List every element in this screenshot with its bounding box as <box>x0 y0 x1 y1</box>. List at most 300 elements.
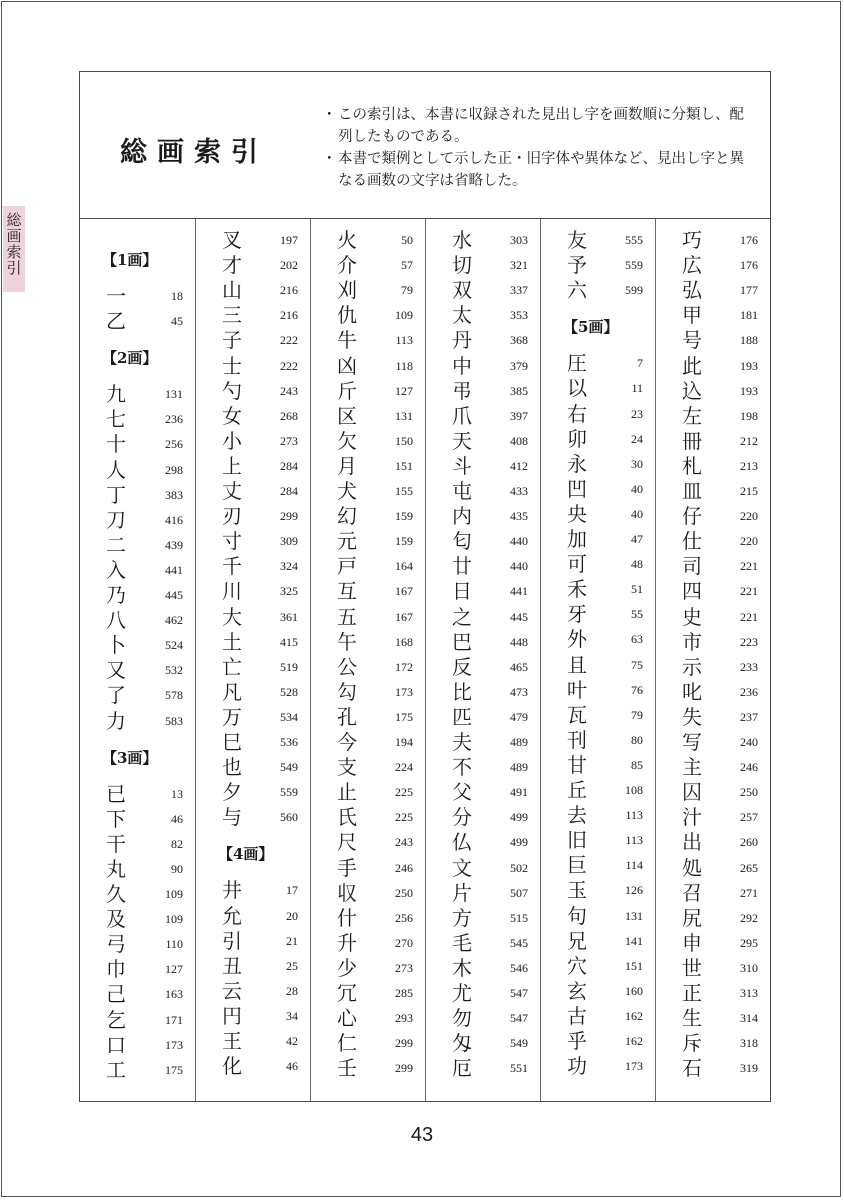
index-entry <box>311 956 425 981</box>
entry-page-number: 21 <box>286 933 298 948</box>
index-entry <box>426 730 540 755</box>
entry-page-number: 599 <box>625 283 643 298</box>
entry-page-number: 256 <box>395 910 413 925</box>
entry-page-number: 415 <box>280 634 298 649</box>
entry-character: 八 <box>106 608 126 633</box>
index-entry <box>656 730 770 755</box>
entry-page-number: 412 <box>510 458 528 473</box>
entry-page-number: 319 <box>740 1061 758 1076</box>
index-entry <box>196 379 310 404</box>
entry-character: 正 <box>682 981 702 1005</box>
entry-character: 介 <box>337 253 357 278</box>
entry-character: 匹 <box>452 704 472 729</box>
entry-character: 升 <box>337 930 357 955</box>
entry-page-number: 507 <box>510 885 528 900</box>
index-entry <box>656 529 770 554</box>
entry-page-number: 25 <box>286 958 298 973</box>
entry-page-number: 325 <box>280 584 298 599</box>
entry-page-number: 285 <box>395 986 413 1000</box>
index-entry <box>196 278 310 303</box>
entry-character: 乙 <box>106 309 126 334</box>
entry-character: 日 <box>452 579 472 604</box>
entry-character: 廿 <box>452 554 472 579</box>
entry-page-number: 310 <box>740 960 758 975</box>
entry-page-number: 491 <box>510 785 528 800</box>
entry-character: 卜 <box>106 633 126 658</box>
entry-character: 上 <box>222 453 242 478</box>
index-entry <box>311 1031 425 1056</box>
entry-character: 史 <box>682 604 702 629</box>
index-entry <box>80 709 195 734</box>
entry-page-number: 221 <box>740 609 758 624</box>
entry-page-number: 555 <box>625 233 643 247</box>
entry-character: 公 <box>337 654 357 679</box>
entry-character: 戸 <box>337 554 357 579</box>
entry-page-number: 318 <box>740 1036 758 1051</box>
entry-character: 反 <box>452 654 472 679</box>
entry-character: 工 <box>106 1057 126 1082</box>
index-entry <box>196 878 310 903</box>
index-entry <box>80 932 195 957</box>
entry-page-number: 462 <box>165 613 183 628</box>
entry-character: 四 <box>682 579 702 604</box>
entry-character: 右 <box>567 401 587 426</box>
entry-character: 壬 <box>337 1056 357 1081</box>
index-entry <box>426 680 540 705</box>
entry-character: 久 <box>106 882 126 906</box>
entry-page-number: 257 <box>740 810 758 825</box>
index-header <box>80 72 770 219</box>
index-entry <box>541 929 655 954</box>
entry-page-number: 85 <box>631 757 643 772</box>
entry-character: 止 <box>337 780 357 805</box>
index-entry <box>426 805 540 830</box>
entry-character: 分 <box>452 805 472 830</box>
index-entry <box>426 454 540 479</box>
entry-page-number: 549 <box>510 1036 528 1051</box>
index-entry <box>196 303 310 328</box>
index-entry <box>541 577 655 602</box>
entry-page-number: 268 <box>280 408 298 423</box>
index-entry <box>311 1006 425 1031</box>
index-entry <box>541 878 655 903</box>
index-entry <box>426 931 540 956</box>
entry-character: 夕 <box>222 780 242 805</box>
index-entry <box>426 554 540 579</box>
note-item: ・ この索引は、本書に収録された見出し字を画数順に分類し、配列したものである。 <box>324 104 756 148</box>
index-entry <box>80 807 195 832</box>
index-entry <box>541 452 655 477</box>
side-tab-label: 総画索引 <box>4 212 23 276</box>
entry-character: 欠 <box>337 428 357 453</box>
entry-character: 二 <box>106 532 126 557</box>
entry-character: 司 <box>682 554 702 579</box>
entry-page-number: 441 <box>165 562 183 577</box>
index-entry <box>541 828 655 853</box>
entry-character: 云 <box>222 978 242 1003</box>
entry-page-number: 246 <box>740 760 758 775</box>
index-entry <box>426 981 540 1006</box>
entry-character: 斤 <box>337 378 357 403</box>
index-entry <box>541 753 655 778</box>
entry-page-number: 46 <box>171 811 183 826</box>
index-entry <box>541 1004 655 1029</box>
index-entry <box>80 782 195 807</box>
note-item: ・ 本書で類例として示した正・旧字体や異体など、見出し字と異なる画数の文字は省略した。 <box>324 148 756 192</box>
entry-character: 千 <box>222 554 242 579</box>
entry-character: 丘 <box>567 778 587 802</box>
entry-character: 予 <box>567 253 587 278</box>
entry-character: 己 <box>106 982 126 1007</box>
index-entry <box>541 703 655 728</box>
entry-page-number: 271 <box>740 885 758 900</box>
entry-character: 弓 <box>106 932 126 957</box>
entry-page-number: 536 <box>280 735 298 749</box>
entry-page-number: 80 <box>631 732 643 747</box>
index-entry <box>80 583 195 608</box>
entry-page-number: 23 <box>631 406 643 421</box>
entry-character: 什 <box>337 905 357 930</box>
entry-character: 央 <box>567 501 587 526</box>
entry-character: 主 <box>682 755 702 780</box>
index-entry <box>311 228 425 253</box>
entry-page-number: 109 <box>395 308 413 323</box>
index-entry <box>196 529 310 554</box>
entry-page-number: 212 <box>740 433 758 448</box>
index-entry <box>311 579 425 604</box>
notes-list <box>324 104 756 192</box>
index-entry <box>196 630 310 655</box>
index-entry <box>541 502 655 527</box>
entry-page-number: 250 <box>740 785 758 800</box>
entry-character: 干 <box>106 831 126 856</box>
index-entry <box>311 856 425 881</box>
entry-page-number: 489 <box>510 760 528 775</box>
entry-character: 出 <box>682 830 702 855</box>
index-entry <box>80 832 195 857</box>
index-entry <box>311 253 425 278</box>
entry-character: 兄 <box>567 928 587 953</box>
index-entry <box>80 633 195 658</box>
entry-character: 切 <box>452 253 472 278</box>
entry-page-number: 176 <box>740 233 758 247</box>
entry-character: 口 <box>106 1032 126 1057</box>
entry-character: 片 <box>452 880 472 905</box>
entry-character: 引 <box>222 928 242 953</box>
index-entry <box>80 882 195 907</box>
entry-page-number: 515 <box>510 910 528 925</box>
entry-page-number: 243 <box>395 835 413 850</box>
entry-character: 尻 <box>682 905 702 930</box>
entry-page-number: 193 <box>740 358 758 373</box>
entry-character: 夫 <box>452 730 472 754</box>
index-entry <box>426 579 540 604</box>
entry-character: 允 <box>222 903 242 928</box>
entry-character: 下 <box>106 806 126 831</box>
entry-page-number: 445 <box>165 588 183 602</box>
entry-page-number: 559 <box>280 785 298 800</box>
index-entry <box>311 805 425 830</box>
entry-character: 冊 <box>682 428 702 453</box>
entry-character: 之 <box>452 604 472 629</box>
entry-character: 左 <box>682 403 702 428</box>
index-entry <box>80 407 195 432</box>
index-entry <box>656 404 770 429</box>
index-entry <box>541 1054 655 1079</box>
index-entry <box>656 278 770 303</box>
entry-character: 犬 <box>337 479 357 503</box>
index-entry <box>311 404 425 429</box>
entry-page-number: 298 <box>165 462 183 477</box>
index-entry <box>541 954 655 979</box>
index-entry <box>656 956 770 981</box>
entry-character: 又 <box>106 658 126 683</box>
entry-character: 可 <box>567 552 587 577</box>
entry-page-number: 222 <box>280 333 298 348</box>
entry-page-number: 17 <box>286 883 298 898</box>
entry-character: 丑 <box>222 953 242 978</box>
entry-page-number: 82 <box>171 836 183 851</box>
entry-character: 了 <box>106 683 126 708</box>
index-entry <box>80 683 195 708</box>
index-entry <box>541 653 655 678</box>
entry-page-number: 445 <box>510 609 528 624</box>
entry-page-number: 528 <box>280 684 298 699</box>
entry-character: 仇 <box>337 303 357 328</box>
entry-page-number: 126 <box>625 883 643 898</box>
entry-character: 化 <box>222 1054 242 1079</box>
index-entry <box>656 1006 770 1031</box>
entry-character: 広 <box>682 253 702 278</box>
entry-character: 井 <box>222 878 242 903</box>
entry-character: 木 <box>452 955 472 980</box>
entry-character: 凹 <box>567 476 587 501</box>
entry-character: 牛 <box>337 328 357 353</box>
entry-character: 土 <box>222 629 242 654</box>
entry-page-number: 284 <box>280 484 298 498</box>
index-entry <box>656 1056 770 1081</box>
entry-page-number: 265 <box>740 860 758 875</box>
index-entry <box>656 680 770 705</box>
entry-page-number: 397 <box>510 408 528 423</box>
entry-page-number: 546 <box>510 960 528 975</box>
index-entry <box>426 379 540 404</box>
index-entry <box>426 705 540 730</box>
index-entry <box>311 630 425 655</box>
entry-character: 子 <box>222 328 242 353</box>
entry-character: 幻 <box>337 504 357 529</box>
entry-page-number: 560 <box>280 810 298 825</box>
entry-page-number: 321 <box>510 258 528 273</box>
entry-character: 玉 <box>567 878 587 903</box>
index-entry <box>541 627 655 652</box>
index-entry <box>196 554 310 579</box>
entry-character: 屯 <box>452 479 472 503</box>
index-entry <box>656 755 770 780</box>
entry-page-number: 173 <box>165 1037 183 1052</box>
index-entry <box>196 404 310 429</box>
entry-page-number: 164 <box>395 559 413 574</box>
index-entry <box>426 755 540 780</box>
entry-character: 及 <box>106 907 126 932</box>
entry-character: 友 <box>567 228 587 252</box>
entry-page-number: 63 <box>631 632 643 647</box>
index-entry <box>80 483 195 508</box>
entry-page-number: 172 <box>395 659 413 674</box>
entry-character: 叱 <box>682 679 702 704</box>
index-entry <box>196 1004 310 1029</box>
entry-character: 乃 <box>106 583 126 607</box>
entry-page-number: 175 <box>165 1062 183 1077</box>
index-entry <box>541 376 655 401</box>
index-entry <box>426 655 540 680</box>
entry-character: 円 <box>222 1003 242 1028</box>
entry-character: 丁 <box>106 482 126 507</box>
page-title: 総画索引 <box>120 137 268 168</box>
index-entry <box>656 429 770 454</box>
entry-character: 内 <box>452 504 472 529</box>
entry-page-number: 20 <box>286 908 298 923</box>
entry-character: 小 <box>222 428 242 453</box>
entry-character: 比 <box>452 679 472 704</box>
entry-page-number: 46 <box>286 1059 298 1074</box>
entry-page-number: 75 <box>631 657 643 672</box>
index-entry <box>80 1008 195 1033</box>
entry-character: 文 <box>452 855 472 880</box>
entry-page-number: 167 <box>395 584 413 599</box>
entry-page-number: 299 <box>395 1061 413 1076</box>
entry-character: 互 <box>337 579 357 604</box>
entry-page-number: 243 <box>280 383 298 398</box>
entry-character: 汁 <box>682 805 702 830</box>
entry-character: 刀 <box>106 507 126 532</box>
stroke-count-heading: 【2画】 <box>102 349 158 368</box>
index-entry <box>196 705 310 730</box>
entry-character: 仏 <box>452 830 472 855</box>
index-entry <box>656 328 770 353</box>
index-entry <box>656 554 770 579</box>
entry-page-number: 173 <box>625 1059 643 1074</box>
entry-page-number: 197 <box>280 233 298 247</box>
index-entry <box>80 1033 195 1058</box>
index-entry <box>541 728 655 753</box>
entry-character: 刈 <box>337 278 357 303</box>
entry-page-number: 225 <box>395 785 413 800</box>
entry-character: 双 <box>452 278 472 303</box>
entry-page-number: 113 <box>625 833 643 848</box>
index-entry <box>311 705 425 730</box>
entry-page-number: 534 <box>280 709 298 724</box>
index-entry <box>541 427 655 452</box>
entry-character: 仁 <box>337 1031 357 1056</box>
index-entry <box>541 678 655 703</box>
entry-character: 卯 <box>567 426 587 451</box>
entry-page-number: 181 <box>740 308 758 323</box>
entry-page-number: 131 <box>165 387 183 402</box>
stroke-count-heading: 【5画】 <box>563 318 619 337</box>
index-entry <box>656 379 770 404</box>
entry-page-number: 583 <box>165 713 183 728</box>
entry-page-number: 236 <box>740 684 758 699</box>
index-entry <box>656 931 770 956</box>
entry-page-number: 159 <box>395 534 413 549</box>
entry-page-number: 233 <box>740 659 758 674</box>
index-entry <box>311 504 425 529</box>
index-entry <box>541 253 655 278</box>
index-entry <box>426 228 540 253</box>
entry-page-number: 225 <box>395 810 413 825</box>
entry-character: 万 <box>222 704 242 729</box>
entry-page-number: 223 <box>740 634 758 649</box>
entry-character: 勾 <box>337 679 357 704</box>
entry-page-number: 221 <box>740 559 758 574</box>
entry-page-number: 273 <box>395 960 413 975</box>
entry-character: 乎 <box>567 1029 587 1053</box>
entry-page-number: 416 <box>165 512 183 527</box>
index-column <box>540 219 655 1101</box>
index-entry <box>541 602 655 627</box>
index-entry <box>656 981 770 1006</box>
index-entry <box>196 929 310 954</box>
entry-page-number: 173 <box>395 684 413 699</box>
entry-page-number: 141 <box>625 933 643 948</box>
entry-character: 写 <box>682 730 702 754</box>
entry-page-number: 559 <box>625 258 643 273</box>
entry-page-number: 30 <box>631 456 643 471</box>
index-entry <box>196 680 310 705</box>
entry-character: 処 <box>682 855 702 880</box>
entry-character: 玄 <box>567 978 587 1003</box>
entry-page-number: 151 <box>395 458 413 473</box>
entry-page-number: 236 <box>165 412 183 427</box>
entry-character: 失 <box>682 704 702 729</box>
entry-page-number: 299 <box>280 509 298 524</box>
index-entry <box>426 328 540 353</box>
index-entry <box>311 278 425 303</box>
entry-page-number: 198 <box>740 408 758 423</box>
entry-page-number: 131 <box>395 408 413 423</box>
entry-page-number: 7 <box>637 356 643 371</box>
index-entry <box>656 780 770 805</box>
entry-character: 氏 <box>337 805 357 830</box>
index-entry <box>196 979 310 1004</box>
entry-page-number: 168 <box>395 634 413 649</box>
entry-page-number: 324 <box>280 559 298 574</box>
entry-character: 生 <box>682 1006 702 1031</box>
entry-page-number: 90 <box>171 861 183 876</box>
entry-character: 丸 <box>106 856 126 881</box>
entry-character: 以 <box>567 376 587 401</box>
index-entry <box>656 303 770 328</box>
index-entry <box>656 454 770 479</box>
index-entry <box>311 379 425 404</box>
index-entry <box>656 856 770 881</box>
entry-page-number: 519 <box>280 659 298 674</box>
entry-page-number: 162 <box>625 1034 643 1048</box>
entry-page-number: 193 <box>740 383 758 398</box>
entry-page-number: 216 <box>280 283 298 298</box>
entry-character: 月 <box>337 453 357 478</box>
entry-page-number: 524 <box>165 638 183 653</box>
entry-page-number: 216 <box>280 308 298 323</box>
entry-page-number: 473 <box>510 684 528 699</box>
index-entry <box>656 655 770 680</box>
entry-character: 亡 <box>222 654 242 679</box>
index-entry <box>311 529 425 554</box>
entry-page-number: 273 <box>280 433 298 448</box>
entry-character: 冗 <box>337 981 357 1005</box>
entry-page-number: 160 <box>625 983 643 998</box>
